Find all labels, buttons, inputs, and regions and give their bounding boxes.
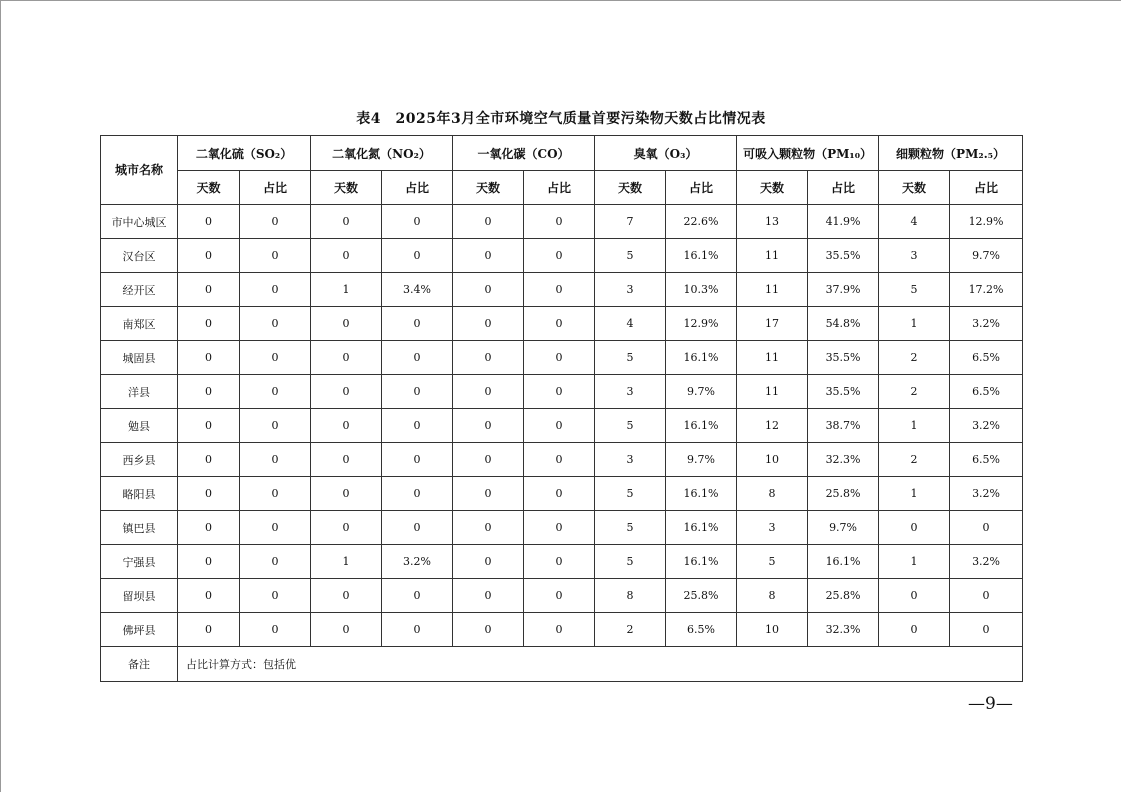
table-title: 表4 2025年3月全市环境空气质量首要污染物天数占比情况表 xyxy=(356,111,766,127)
days-cell: 0 xyxy=(311,409,382,443)
days-cell: 0 xyxy=(311,613,382,647)
days-cell: 0 xyxy=(178,341,240,375)
days-cell: 0 xyxy=(453,273,524,307)
days-cell: 11 xyxy=(737,239,808,273)
ratio-cell: 0 xyxy=(240,205,311,239)
table-row xyxy=(101,477,1023,511)
city-name-cell: 西乡县 xyxy=(101,443,178,477)
ratio-cell: 9.7% xyxy=(808,511,879,545)
city-name-cell: 南郑区 xyxy=(101,307,178,341)
city-name-cell: 略阳县 xyxy=(101,477,178,511)
ratio-cell: 3.2% xyxy=(950,409,1023,443)
days-cell: 1 xyxy=(311,273,382,307)
ratio-cell: 0 xyxy=(240,477,311,511)
ratio-cell: 35.5% xyxy=(808,341,879,375)
ratio-cell: 9.7% xyxy=(666,375,737,409)
note-label: 备注 xyxy=(101,647,178,682)
days-cell: 5 xyxy=(595,545,666,579)
ratio-cell: 0 xyxy=(240,443,311,477)
days-cell: 2 xyxy=(879,443,950,477)
days-cell: 0 xyxy=(453,443,524,477)
ratio-cell: 32.3% xyxy=(808,443,879,477)
ratio-cell: 17.2% xyxy=(950,273,1023,307)
days-cell: 0 xyxy=(311,205,382,239)
city-name-cell: 城固县 xyxy=(101,341,178,375)
days-cell: 0 xyxy=(178,477,240,511)
note-text: 占比计算方式：包括优 xyxy=(178,647,1023,682)
ratio-cell: 38.7% xyxy=(808,409,879,443)
sub-header-days: 天数 xyxy=(311,171,382,205)
ratio-cell: 0 xyxy=(950,579,1023,613)
days-cell: 0 xyxy=(178,205,240,239)
days-cell: 0 xyxy=(453,613,524,647)
sub-header-days: 天数 xyxy=(453,171,524,205)
ratio-cell: 25.8% xyxy=(808,477,879,511)
days-cell: 0 xyxy=(453,409,524,443)
city-name-cell: 洋县 xyxy=(101,375,178,409)
ratio-cell: 0 xyxy=(524,477,595,511)
days-cell: 3 xyxy=(879,239,950,273)
sub-header-days: 天数 xyxy=(178,171,240,205)
days-cell: 1 xyxy=(879,545,950,579)
days-cell: 0 xyxy=(879,511,950,545)
days-cell: 0 xyxy=(178,579,240,613)
days-cell: 0 xyxy=(879,613,950,647)
days-cell: 5 xyxy=(595,477,666,511)
days-cell: 0 xyxy=(178,307,240,341)
sub-header-days: 天数 xyxy=(737,171,808,205)
days-cell: 0 xyxy=(311,511,382,545)
ratio-cell: 0 xyxy=(382,341,453,375)
days-cell: 0 xyxy=(178,273,240,307)
days-cell: 2 xyxy=(879,375,950,409)
days-cell: 17 xyxy=(737,307,808,341)
ratio-cell: 0 xyxy=(524,613,595,647)
sub-header-ratio: 占比 xyxy=(240,171,311,205)
days-cell: 0 xyxy=(178,239,240,273)
days-cell: 0 xyxy=(453,545,524,579)
days-cell: 10 xyxy=(737,613,808,647)
days-cell: 0 xyxy=(311,443,382,477)
sub-header-ratio: 占比 xyxy=(382,171,453,205)
table-row xyxy=(101,205,1023,239)
pollutant-days-table xyxy=(100,135,1023,682)
days-cell: 3 xyxy=(737,511,808,545)
ratio-cell: 3.2% xyxy=(950,307,1023,341)
ratio-cell: 0 xyxy=(240,307,311,341)
days-cell: 0 xyxy=(311,307,382,341)
days-cell: 12 xyxy=(737,409,808,443)
days-cell: 1 xyxy=(311,545,382,579)
ratio-cell: 0 xyxy=(382,375,453,409)
sub-header-ratio: 占比 xyxy=(524,171,595,205)
days-cell: 2 xyxy=(595,613,666,647)
table-row xyxy=(101,341,1023,375)
ratio-cell: 0 xyxy=(524,375,595,409)
page-number: —9— xyxy=(968,694,1013,714)
ratio-cell: 6.5% xyxy=(666,613,737,647)
days-cell: 8 xyxy=(737,579,808,613)
ratio-cell: 25.8% xyxy=(808,579,879,613)
ratio-cell: 3.4% xyxy=(382,273,453,307)
pollutant-header-pm25: 细颗粒物（PM₂.₅） xyxy=(879,136,1023,171)
ratio-cell: 0 xyxy=(240,613,311,647)
note-row xyxy=(101,647,1023,682)
ratio-cell: 0 xyxy=(524,307,595,341)
table-row xyxy=(101,545,1023,579)
days-cell: 0 xyxy=(453,375,524,409)
city-name-cell: 经开区 xyxy=(101,273,178,307)
days-cell: 4 xyxy=(879,205,950,239)
days-cell: 1 xyxy=(879,307,950,341)
days-cell: 0 xyxy=(453,477,524,511)
ratio-cell: 3.2% xyxy=(950,545,1023,579)
ratio-cell: 0 xyxy=(524,341,595,375)
ratio-cell: 0 xyxy=(524,443,595,477)
table-row xyxy=(101,511,1023,545)
pollutant-header-no2: 二氧化氮（NO₂） xyxy=(311,136,453,171)
ratio-cell: 16.1% xyxy=(666,477,737,511)
days-cell: 11 xyxy=(737,375,808,409)
ratio-cell: 0 xyxy=(382,579,453,613)
ratio-cell: 0 xyxy=(524,239,595,273)
pollutant-header-so2: 二氧化硫（SO₂） xyxy=(178,136,311,171)
days-cell: 2 xyxy=(879,341,950,375)
days-cell: 5 xyxy=(595,239,666,273)
table-row xyxy=(101,579,1023,613)
days-cell: 0 xyxy=(311,477,382,511)
days-cell: 5 xyxy=(879,273,950,307)
ratio-cell: 12.9% xyxy=(666,307,737,341)
days-cell: 3 xyxy=(595,375,666,409)
sub-header-ratio: 占比 xyxy=(808,171,879,205)
days-cell: 0 xyxy=(453,239,524,273)
table-row xyxy=(101,375,1023,409)
city-name-header: 城市名称 xyxy=(101,136,178,205)
ratio-cell: 0 xyxy=(524,511,595,545)
table-row xyxy=(101,443,1023,477)
days-cell: 11 xyxy=(737,273,808,307)
ratio-cell: 0 xyxy=(240,511,311,545)
days-cell: 0 xyxy=(453,205,524,239)
ratio-cell: 3.2% xyxy=(382,545,453,579)
sub-header-ratio: 占比 xyxy=(950,171,1023,205)
days-cell: 1 xyxy=(879,477,950,511)
days-cell: 13 xyxy=(737,205,808,239)
days-cell: 0 xyxy=(453,341,524,375)
days-cell: 5 xyxy=(737,545,808,579)
ratio-cell: 0 xyxy=(524,205,595,239)
pollutant-header-pm10: 可吸入颗粒物（PM₁₀） xyxy=(737,136,879,171)
ratio-cell: 16.1% xyxy=(808,545,879,579)
city-name-cell: 宁强县 xyxy=(101,545,178,579)
ratio-cell: 41.9% xyxy=(808,205,879,239)
days-cell: 0 xyxy=(311,375,382,409)
pollutant-header-o3: 臭氧（O₃） xyxy=(595,136,737,171)
ratio-cell: 0 xyxy=(524,409,595,443)
days-cell: 0 xyxy=(453,307,524,341)
days-cell: 1 xyxy=(879,409,950,443)
ratio-cell: 0 xyxy=(382,613,453,647)
table-row xyxy=(101,307,1023,341)
ratio-cell: 0 xyxy=(382,205,453,239)
ratio-cell: 9.7% xyxy=(666,443,737,477)
ratio-cell: 0 xyxy=(382,409,453,443)
ratio-cell: 25.8% xyxy=(666,579,737,613)
ratio-cell: 0 xyxy=(240,341,311,375)
ratio-cell: 0 xyxy=(382,443,453,477)
days-cell: 0 xyxy=(178,545,240,579)
ratio-cell: 0 xyxy=(240,375,311,409)
days-cell: 8 xyxy=(737,477,808,511)
days-cell: 5 xyxy=(595,409,666,443)
days-cell: 0 xyxy=(178,511,240,545)
city-name-cell: 镇巴县 xyxy=(101,511,178,545)
ratio-cell: 16.1% xyxy=(666,341,737,375)
days-cell: 0 xyxy=(311,579,382,613)
ratio-cell: 6.5% xyxy=(950,443,1023,477)
sub-header-ratio: 占比 xyxy=(666,171,737,205)
days-cell: 5 xyxy=(595,511,666,545)
ratio-cell: 0 xyxy=(240,409,311,443)
ratio-cell: 54.8% xyxy=(808,307,879,341)
ratio-cell: 0 xyxy=(382,239,453,273)
days-cell: 0 xyxy=(178,443,240,477)
ratio-cell: 16.1% xyxy=(666,545,737,579)
table-row xyxy=(101,273,1023,307)
pollutant-header-co: 一氧化碳（CO） xyxy=(453,136,595,171)
days-cell: 0 xyxy=(178,613,240,647)
ratio-cell: 0 xyxy=(382,307,453,341)
days-cell: 5 xyxy=(595,341,666,375)
ratio-cell: 35.5% xyxy=(808,239,879,273)
ratio-cell: 35.5% xyxy=(808,375,879,409)
header-row-pollutants xyxy=(101,136,1023,171)
days-cell: 0 xyxy=(178,409,240,443)
ratio-cell: 0 xyxy=(524,273,595,307)
days-cell: 0 xyxy=(311,239,382,273)
sub-header-days: 天数 xyxy=(879,171,950,205)
ratio-cell: 0 xyxy=(382,511,453,545)
sub-header-days: 天数 xyxy=(595,171,666,205)
days-cell: 11 xyxy=(737,341,808,375)
days-cell: 0 xyxy=(453,579,524,613)
ratio-cell: 0 xyxy=(240,273,311,307)
days-cell: 10 xyxy=(737,443,808,477)
days-cell: 3 xyxy=(595,273,666,307)
header-row-subheaders xyxy=(101,171,1023,205)
ratio-cell: 32.3% xyxy=(808,613,879,647)
table-row xyxy=(101,613,1023,647)
ratio-cell: 0 xyxy=(240,239,311,273)
ratio-cell: 0 xyxy=(240,579,311,613)
ratio-cell: 0 xyxy=(950,613,1023,647)
table-row xyxy=(101,409,1023,443)
days-cell: 7 xyxy=(595,205,666,239)
days-cell: 4 xyxy=(595,307,666,341)
ratio-cell: 10.3% xyxy=(666,273,737,307)
days-cell: 0 xyxy=(311,341,382,375)
ratio-cell: 6.5% xyxy=(950,375,1023,409)
ratio-cell: 0 xyxy=(382,477,453,511)
days-cell: 3 xyxy=(595,443,666,477)
days-cell: 0 xyxy=(178,375,240,409)
ratio-cell: 12.9% xyxy=(950,205,1023,239)
city-name-cell: 汉台区 xyxy=(101,239,178,273)
city-name-cell: 佛坪县 xyxy=(101,613,178,647)
ratio-cell: 22.6% xyxy=(666,205,737,239)
table-row xyxy=(101,239,1023,273)
days-cell: 0 xyxy=(453,511,524,545)
ratio-cell: 6.5% xyxy=(950,341,1023,375)
city-name-cell: 市中心城区 xyxy=(101,205,178,239)
ratio-cell: 0 xyxy=(524,545,595,579)
ratio-cell: 16.1% xyxy=(666,239,737,273)
ratio-cell: 0 xyxy=(240,545,311,579)
ratio-cell: 16.1% xyxy=(666,409,737,443)
ratio-cell: 3.2% xyxy=(950,477,1023,511)
ratio-cell: 0 xyxy=(524,579,595,613)
days-cell: 0 xyxy=(879,579,950,613)
city-name-cell: 勉县 xyxy=(101,409,178,443)
ratio-cell: 37.9% xyxy=(808,273,879,307)
ratio-cell: 9.7% xyxy=(950,239,1023,273)
ratio-cell: 0 xyxy=(950,511,1023,545)
city-name-cell: 留坝县 xyxy=(101,579,178,613)
ratio-cell: 16.1% xyxy=(666,511,737,545)
days-cell: 8 xyxy=(595,579,666,613)
